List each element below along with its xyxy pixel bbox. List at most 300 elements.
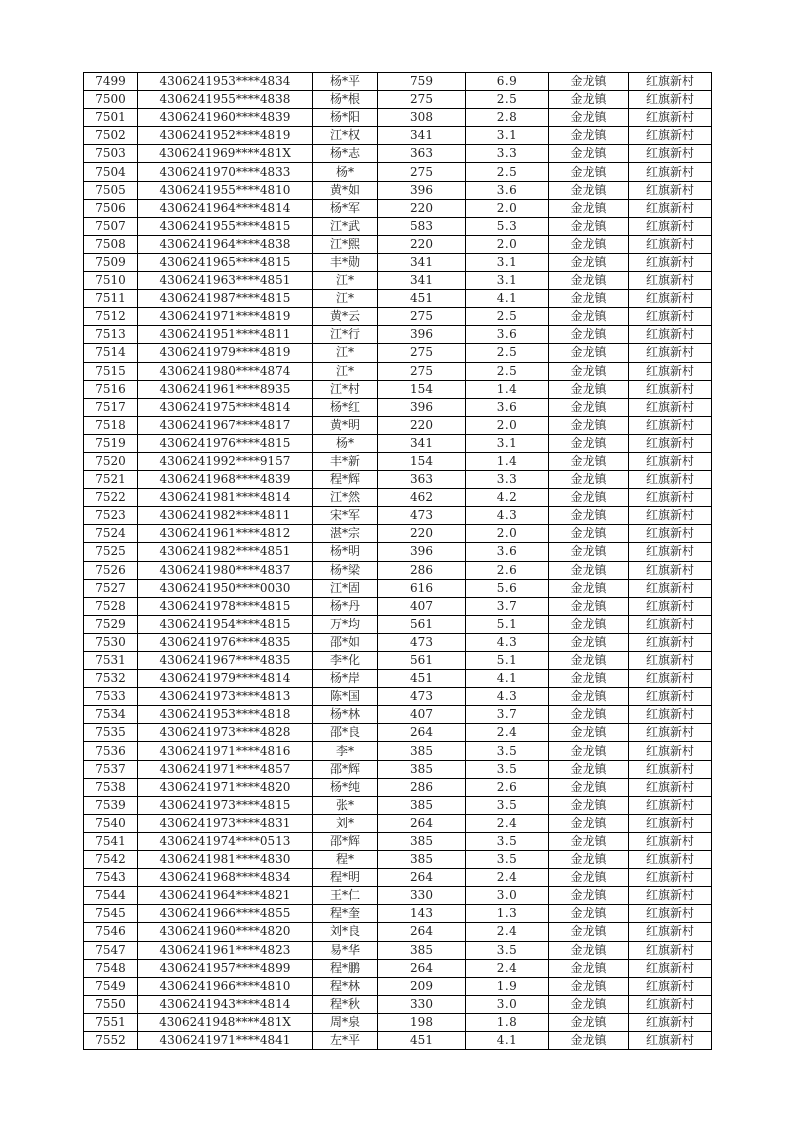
town-cell: 金龙镇 (549, 380, 629, 398)
area-cell: 2.6 (466, 778, 549, 796)
area-cell: 2.6 (466, 561, 549, 579)
row-number-cell: 7519 (84, 434, 138, 452)
amount-cell: 341 (378, 127, 466, 145)
village-cell: 红旗新村 (629, 1013, 712, 1031)
table-row (84, 416, 712, 434)
row-number-cell: 7513 (84, 326, 138, 344)
town-cell: 金龙镇 (549, 778, 629, 796)
name-cell: 杨*林 (313, 706, 378, 724)
amount-cell: 759 (378, 73, 466, 91)
row-number-cell: 7521 (84, 471, 138, 489)
id-number-cell: 4306241981****4830 (138, 851, 313, 869)
village-cell: 红旗新村 (629, 923, 712, 941)
row-number-cell: 7510 (84, 272, 138, 290)
town-cell: 金龙镇 (549, 688, 629, 706)
id-number-cell: 4306241971****4816 (138, 742, 313, 760)
town-cell: 金龙镇 (549, 851, 629, 869)
village-cell: 红旗新村 (629, 615, 712, 633)
name-cell: 杨*根 (313, 91, 378, 109)
amount-cell: 154 (378, 452, 466, 470)
village-cell: 红旗新村 (629, 145, 712, 163)
village-cell: 红旗新村 (629, 688, 712, 706)
amount-cell: 264 (378, 724, 466, 742)
town-cell: 金龙镇 (549, 145, 629, 163)
row-number-cell: 7501 (84, 109, 138, 127)
id-number-cell: 4306241960****4820 (138, 923, 313, 941)
area-cell: 3.3 (466, 145, 549, 163)
name-cell: 江*然 (313, 489, 378, 507)
table-row (84, 344, 712, 362)
amount-cell: 407 (378, 706, 466, 724)
area-cell: 2.0 (466, 199, 549, 217)
name-cell: 易*华 (313, 941, 378, 959)
id-number-cell: 4306241967****4817 (138, 416, 313, 434)
id-number-cell: 4306241961****8935 (138, 380, 313, 398)
name-cell: 杨*梁 (313, 561, 378, 579)
town-cell: 金龙镇 (549, 887, 629, 905)
amount-cell: 154 (378, 380, 466, 398)
name-cell: 江*村 (313, 380, 378, 398)
table-row (84, 127, 712, 145)
name-cell: 邵*如 (313, 633, 378, 651)
row-number-cell: 7499 (84, 73, 138, 91)
row-number-cell: 7535 (84, 724, 138, 742)
town-cell: 金龙镇 (549, 561, 629, 579)
name-cell: 黄*如 (313, 181, 378, 199)
area-cell: 2.4 (466, 814, 549, 832)
id-number-cell: 4306241961****4812 (138, 525, 313, 543)
town-cell: 金龙镇 (549, 217, 629, 235)
name-cell: 江* (313, 290, 378, 308)
amount-cell: 330 (378, 995, 466, 1013)
table-row (84, 1031, 712, 1049)
table-row (84, 91, 712, 109)
row-number-cell: 7540 (84, 814, 138, 832)
id-number-cell: 4306241965****4815 (138, 253, 313, 271)
amount-cell: 275 (378, 91, 466, 109)
id-number-cell: 4306241969****481X (138, 145, 313, 163)
table-row (84, 832, 712, 850)
row-number-cell: 7522 (84, 489, 138, 507)
village-cell: 红旗新村 (629, 760, 712, 778)
village-cell: 红旗新村 (629, 706, 712, 724)
town-cell: 金龙镇 (549, 434, 629, 452)
amount-cell: 198 (378, 1013, 466, 1031)
name-cell: 杨*纯 (313, 778, 378, 796)
table-row (84, 597, 712, 615)
village-cell: 红旗新村 (629, 959, 712, 977)
id-number-cell: 4306241982****4851 (138, 543, 313, 561)
area-cell: 2.4 (466, 959, 549, 977)
id-number-cell: 4306241973****4828 (138, 724, 313, 742)
town-cell: 金龙镇 (549, 597, 629, 615)
area-cell: 3.1 (466, 253, 549, 271)
id-number-cell: 4306241971****4820 (138, 778, 313, 796)
village-cell: 红旗新村 (629, 977, 712, 995)
row-number-cell: 7500 (84, 91, 138, 109)
name-cell: 杨*岸 (313, 670, 378, 688)
row-number-cell: 7536 (84, 742, 138, 760)
village-cell: 红旗新村 (629, 434, 712, 452)
village-cell: 红旗新村 (629, 905, 712, 923)
id-number-cell: 4306241979****4814 (138, 670, 313, 688)
area-cell: 4.3 (466, 633, 549, 651)
town-cell: 金龙镇 (549, 724, 629, 742)
row-number-cell: 7525 (84, 543, 138, 561)
area-cell: 3.5 (466, 941, 549, 959)
id-number-cell: 4306241987****4815 (138, 290, 313, 308)
row-number-cell: 7511 (84, 290, 138, 308)
id-number-cell: 4306241980****4837 (138, 561, 313, 579)
row-number-cell: 7549 (84, 977, 138, 995)
row-number-cell: 7551 (84, 1013, 138, 1031)
town-cell: 金龙镇 (549, 814, 629, 832)
village-cell: 红旗新村 (629, 73, 712, 91)
id-number-cell: 4306241950****0030 (138, 579, 313, 597)
name-cell: 杨*军 (313, 199, 378, 217)
village-cell: 红旗新村 (629, 163, 712, 181)
name-cell: 黄*明 (313, 416, 378, 434)
town-cell: 金龙镇 (549, 615, 629, 633)
area-cell: 4.1 (466, 1031, 549, 1049)
amount-cell: 385 (378, 796, 466, 814)
table-row (84, 73, 712, 91)
id-number-cell: 4306241955****4838 (138, 91, 313, 109)
town-cell: 金龙镇 (549, 362, 629, 380)
town-cell: 金龙镇 (549, 163, 629, 181)
id-number-cell: 4306241973****4831 (138, 814, 313, 832)
table-row (84, 561, 712, 579)
table-body (84, 73, 712, 1050)
row-number-cell: 7527 (84, 579, 138, 597)
amount-cell: 275 (378, 308, 466, 326)
row-number-cell: 7550 (84, 995, 138, 1013)
name-cell: 程*秋 (313, 995, 378, 1013)
village-cell: 红旗新村 (629, 796, 712, 814)
name-cell: 李*化 (313, 652, 378, 670)
table-row (84, 995, 712, 1013)
amount-cell: 264 (378, 923, 466, 941)
amount-cell: 561 (378, 652, 466, 670)
name-cell: 丰*勋 (313, 253, 378, 271)
amount-cell: 451 (378, 670, 466, 688)
area-cell: 3.5 (466, 760, 549, 778)
area-cell: 3.1 (466, 127, 549, 145)
town-cell: 金龙镇 (549, 832, 629, 850)
village-cell: 红旗新村 (629, 778, 712, 796)
area-cell: 5.6 (466, 579, 549, 597)
id-number-cell: 4306241974****0513 (138, 832, 313, 850)
area-cell: 2.4 (466, 869, 549, 887)
table-row (84, 145, 712, 163)
area-cell: 3.1 (466, 272, 549, 290)
name-cell: 丰*新 (313, 452, 378, 470)
id-number-cell: 4306241943****4814 (138, 995, 313, 1013)
amount-cell: 385 (378, 742, 466, 760)
table-row (84, 471, 712, 489)
row-number-cell: 7526 (84, 561, 138, 579)
village-cell: 红旗新村 (629, 561, 712, 579)
table-row (84, 199, 712, 217)
row-number-cell: 7516 (84, 380, 138, 398)
table-row (84, 109, 712, 127)
amount-cell: 385 (378, 941, 466, 959)
row-number-cell: 7512 (84, 308, 138, 326)
town-cell: 金龙镇 (549, 489, 629, 507)
id-number-cell: 4306241964****4838 (138, 235, 313, 253)
id-number-cell: 4306241971****4857 (138, 760, 313, 778)
amount-cell: 341 (378, 253, 466, 271)
table-row (84, 1013, 712, 1031)
id-number-cell: 4306241960****4839 (138, 109, 313, 127)
town-cell: 金龙镇 (549, 507, 629, 525)
table-row (84, 760, 712, 778)
village-cell: 红旗新村 (629, 235, 712, 253)
town-cell: 金龙镇 (549, 290, 629, 308)
village-cell: 红旗新村 (629, 489, 712, 507)
table-row (84, 977, 712, 995)
row-number-cell: 7520 (84, 452, 138, 470)
row-number-cell: 7515 (84, 362, 138, 380)
id-number-cell: 4306241966****4855 (138, 905, 313, 923)
row-number-cell: 7503 (84, 145, 138, 163)
amount-cell: 341 (378, 434, 466, 452)
town-cell: 金龙镇 (549, 977, 629, 995)
name-cell: 张* (313, 796, 378, 814)
id-number-cell: 4306241954****4815 (138, 615, 313, 633)
area-cell: 5.1 (466, 652, 549, 670)
amount-cell: 209 (378, 977, 466, 995)
area-cell: 4.3 (466, 688, 549, 706)
village-cell: 红旗新村 (629, 887, 712, 905)
town-cell: 金龙镇 (549, 959, 629, 977)
id-number-cell: 4306241951****4811 (138, 326, 313, 344)
row-number-cell: 7531 (84, 652, 138, 670)
village-cell: 红旗新村 (629, 941, 712, 959)
village-cell: 红旗新村 (629, 326, 712, 344)
id-number-cell: 4306241964****4814 (138, 199, 313, 217)
town-cell: 金龙镇 (549, 579, 629, 597)
id-number-cell: 4306241971****4819 (138, 308, 313, 326)
id-number-cell: 4306241971****4841 (138, 1031, 313, 1049)
town-cell: 金龙镇 (549, 398, 629, 416)
area-cell: 4.1 (466, 290, 549, 308)
row-number-cell: 7546 (84, 923, 138, 941)
village-cell: 红旗新村 (629, 199, 712, 217)
amount-cell: 385 (378, 832, 466, 850)
amount-cell: 396 (378, 543, 466, 561)
amount-cell: 264 (378, 814, 466, 832)
name-cell: 邵*辉 (313, 760, 378, 778)
table-row (84, 163, 712, 181)
table-row (84, 742, 712, 760)
name-cell: 邵*良 (313, 724, 378, 742)
area-cell: 2.5 (466, 362, 549, 380)
table-row (84, 615, 712, 633)
id-number-cell: 4306241979****4819 (138, 344, 313, 362)
row-number-cell: 7538 (84, 778, 138, 796)
area-cell: 1.8 (466, 1013, 549, 1031)
table-row (84, 290, 712, 308)
row-number-cell: 7514 (84, 344, 138, 362)
row-number-cell: 7530 (84, 633, 138, 651)
name-cell: 王*仁 (313, 887, 378, 905)
id-number-cell: 4306241978****4815 (138, 597, 313, 615)
village-cell: 红旗新村 (629, 272, 712, 290)
area-cell: 3.5 (466, 742, 549, 760)
row-number-cell: 7524 (84, 525, 138, 543)
town-cell: 金龙镇 (549, 73, 629, 91)
village-cell: 红旗新村 (629, 380, 712, 398)
name-cell: 李* (313, 742, 378, 760)
town-cell: 金龙镇 (549, 181, 629, 199)
area-cell: 3.5 (466, 832, 549, 850)
area-cell: 3.6 (466, 398, 549, 416)
row-number-cell: 7507 (84, 217, 138, 235)
village-cell: 红旗新村 (629, 633, 712, 651)
amount-cell: 220 (378, 199, 466, 217)
town-cell: 金龙镇 (549, 670, 629, 688)
id-number-cell: 4306241961****4823 (138, 941, 313, 959)
name-cell: 江* (313, 344, 378, 362)
amount-cell: 264 (378, 869, 466, 887)
village-cell: 红旗新村 (629, 579, 712, 597)
village-cell: 红旗新村 (629, 724, 712, 742)
row-number-cell: 7542 (84, 851, 138, 869)
id-number-cell: 4306241975****4814 (138, 398, 313, 416)
area-cell: 2.4 (466, 724, 549, 742)
amount-cell: 396 (378, 326, 466, 344)
area-cell: 2.5 (466, 91, 549, 109)
row-number-cell: 7541 (84, 832, 138, 850)
row-number-cell: 7518 (84, 416, 138, 434)
area-cell: 2.0 (466, 416, 549, 434)
table-row (84, 362, 712, 380)
name-cell: 江*权 (313, 127, 378, 145)
area-cell: 2.0 (466, 235, 549, 253)
area-cell: 1.3 (466, 905, 549, 923)
town-cell: 金龙镇 (549, 416, 629, 434)
id-number-cell: 4306241970****4833 (138, 163, 313, 181)
name-cell: 杨* (313, 163, 378, 181)
amount-cell: 583 (378, 217, 466, 235)
name-cell: 程*奎 (313, 905, 378, 923)
amount-cell: 143 (378, 905, 466, 923)
name-cell: 江*固 (313, 579, 378, 597)
town-cell: 金龙镇 (549, 344, 629, 362)
area-cell: 1.9 (466, 977, 549, 995)
town-cell: 金龙镇 (549, 796, 629, 814)
village-cell: 红旗新村 (629, 597, 712, 615)
area-cell: 3.6 (466, 543, 549, 561)
table-row (84, 217, 712, 235)
amount-cell: 363 (378, 145, 466, 163)
amount-cell: 385 (378, 851, 466, 869)
town-cell: 金龙镇 (549, 923, 629, 941)
id-number-cell: 4306241964****4821 (138, 887, 313, 905)
table-row (84, 959, 712, 977)
table-row (84, 525, 712, 543)
village-cell: 红旗新村 (629, 290, 712, 308)
amount-cell: 264 (378, 959, 466, 977)
table-row (84, 814, 712, 832)
name-cell: 万*均 (313, 615, 378, 633)
village-cell: 红旗新村 (629, 109, 712, 127)
amount-cell: 275 (378, 163, 466, 181)
village-cell: 红旗新村 (629, 742, 712, 760)
row-number-cell: 7523 (84, 507, 138, 525)
town-cell: 金龙镇 (549, 760, 629, 778)
name-cell: 刘* (313, 814, 378, 832)
village-cell: 红旗新村 (629, 416, 712, 434)
name-cell: 江* (313, 362, 378, 380)
row-number-cell: 7539 (84, 796, 138, 814)
row-number-cell: 7517 (84, 398, 138, 416)
id-number-cell: 4306241973****4815 (138, 796, 313, 814)
table-row (84, 706, 712, 724)
name-cell: 江* (313, 272, 378, 290)
area-cell: 4.2 (466, 489, 549, 507)
town-cell: 金龙镇 (549, 742, 629, 760)
village-cell: 红旗新村 (629, 362, 712, 380)
amount-cell: 561 (378, 615, 466, 633)
table-row (84, 434, 712, 452)
id-number-cell: 4306241953****4834 (138, 73, 313, 91)
area-cell: 3.5 (466, 796, 549, 814)
table-row (84, 851, 712, 869)
table-row (84, 543, 712, 561)
amount-cell: 451 (378, 290, 466, 308)
row-number-cell: 7502 (84, 127, 138, 145)
area-cell: 3.0 (466, 995, 549, 1013)
town-cell: 金龙镇 (549, 199, 629, 217)
amount-cell: 396 (378, 181, 466, 199)
id-number-cell: 4306241955****4815 (138, 217, 313, 235)
village-cell: 红旗新村 (629, 452, 712, 470)
id-number-cell: 4306241976****4815 (138, 434, 313, 452)
village-cell: 红旗新村 (629, 670, 712, 688)
village-cell: 红旗新村 (629, 91, 712, 109)
village-cell: 红旗新村 (629, 1031, 712, 1049)
amount-cell: 363 (378, 471, 466, 489)
amount-cell: 385 (378, 760, 466, 778)
town-cell: 金龙镇 (549, 1031, 629, 1049)
table-row (84, 941, 712, 959)
table-row (84, 905, 712, 923)
table-row (84, 778, 712, 796)
id-number-cell: 4306241967****4835 (138, 652, 313, 670)
table-row (84, 670, 712, 688)
name-cell: 程*明 (313, 869, 378, 887)
town-cell: 金龙镇 (549, 91, 629, 109)
name-cell: 黄*云 (313, 308, 378, 326)
town-cell: 金龙镇 (549, 109, 629, 127)
row-number-cell: 7543 (84, 869, 138, 887)
amount-cell: 220 (378, 525, 466, 543)
name-cell: 杨*丹 (313, 597, 378, 615)
town-cell: 金龙镇 (549, 272, 629, 290)
amount-cell: 308 (378, 109, 466, 127)
town-cell: 金龙镇 (549, 905, 629, 923)
name-cell: 程*辉 (313, 471, 378, 489)
row-number-cell: 7528 (84, 597, 138, 615)
area-cell: 2.0 (466, 525, 549, 543)
row-number-cell: 7537 (84, 760, 138, 778)
table-row (84, 398, 712, 416)
area-cell: 3.6 (466, 326, 549, 344)
area-cell: 3.0 (466, 887, 549, 905)
village-cell: 红旗新村 (629, 471, 712, 489)
